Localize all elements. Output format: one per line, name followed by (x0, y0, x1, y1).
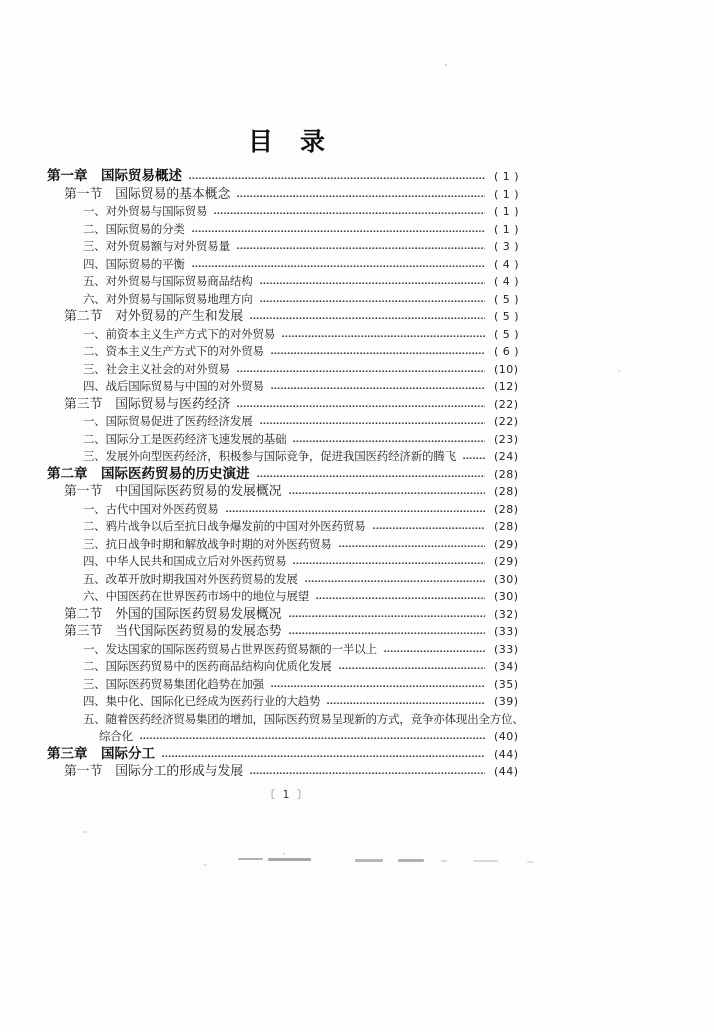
toc-dot-leader (260, 300, 486, 303)
toc-entry (47, 536, 527, 554)
toc-entry-title: 综合化 (99, 729, 133, 743)
toc-entry-title: 三、抗日战争时期和解放战争时期的对外医药贸易 (83, 536, 332, 551)
toc-entry (47, 221, 527, 239)
toc-dot-leader (293, 562, 485, 565)
toc-entry-page: (34) (494, 660, 519, 673)
toc-entry-page: (32) (494, 607, 519, 621)
toc-dot-leader (339, 667, 485, 670)
toc-entry (47, 693, 527, 711)
toc-dot-leader (289, 492, 485, 495)
toc-entry-page: ( 1 ) (494, 222, 520, 236)
scan-speck (452, 212, 454, 215)
toc-entry-title: 二、鸦片战争以后至抗日战争爆发前的中国对外医药贸易 (83, 519, 366, 533)
toc-dot-leader (463, 457, 485, 460)
toc-entry-title: 三、对外贸易额与对外贸易量 (83, 239, 230, 253)
toc-dot-leader (192, 230, 485, 233)
toc-dot-leader (189, 177, 485, 180)
toc-entry (47, 413, 527, 431)
toc-dot-leader (271, 352, 485, 355)
toc-entry (47, 203, 527, 221)
toc-dot-leader (250, 772, 485, 775)
toc-entry-page: (40) (494, 730, 519, 743)
toc-entry-page: (30) (494, 590, 519, 603)
toc-entry (47, 641, 527, 659)
toc-dot-leader (293, 440, 485, 443)
toc-entry-page: ( 5 ) (494, 327, 520, 341)
toc-entry (47, 588, 527, 606)
toc-entry (47, 746, 527, 764)
toc-dot-leader (339, 545, 485, 548)
toc-dot-leader (237, 370, 485, 373)
toc-entry-page: (30) (494, 572, 519, 586)
toc-entry-page: (33) (494, 625, 519, 638)
toc-entry (47, 606, 527, 624)
toc-entry-page: (28) (494, 485, 519, 498)
scan-speck (83, 831, 87, 833)
toc-entry (47, 711, 527, 729)
toc-entry-page: (29) (494, 555, 519, 568)
toc-entry-title: 五、改革开放时期我国对外医药贸易的发展 (83, 571, 298, 586)
toc-entry (47, 518, 527, 536)
toc-dot-leader (289, 632, 485, 635)
toc-entry-title: 四、中华人民共和国成立后对外医药贸易 (83, 554, 287, 568)
toc-entry-title: 二、国际贸易的分类 (83, 221, 185, 236)
scan-speck (445, 64, 447, 66)
toc-entry-title: 第一章 国际贸易概述 (47, 168, 182, 184)
toc-entry-page: (22) (494, 415, 519, 428)
toc-dot-leader (250, 317, 485, 320)
toc-entry (47, 483, 527, 501)
toc-entry-title: 第二节 对外贸易的产生和发展 (64, 309, 244, 324)
toc-entry-title: 二、国际分工是医药经济飞速发展的基础 (83, 431, 287, 446)
toc-entry (47, 501, 527, 519)
toc-dot-leader (384, 650, 485, 653)
toc-dot-leader (282, 335, 485, 338)
toc-entry (47, 326, 527, 344)
toc-entry-page: (22) (494, 397, 519, 411)
toc-entry-page: ( 1 ) (494, 187, 520, 201)
toc-entry (47, 571, 527, 589)
toc-entry-title: 第二章 国际医药贸易的历史演进 (47, 465, 250, 482)
toc-entry-title: 二、国际医药贸易中的医药商品结构向优质化发展 (83, 659, 332, 673)
toc-entry-title: 二、资本主义生产方式下的对外贸易 (83, 344, 264, 358)
toc-entry (47, 676, 527, 694)
toc-entry-title: 一、古代中国对外医药贸易 (83, 501, 219, 516)
toc-entry-title: 三、社会主义社会的对外贸易 (83, 361, 230, 376)
toc-entry-page: (39) (494, 695, 519, 708)
scan-smudge (473, 860, 498, 862)
scan-smudge (238, 858, 263, 860)
scan-speck (618, 370, 620, 372)
toc-entry-page: (33) (494, 642, 519, 656)
toc-entry-title: 第一节 中国国际医药贸易的发展概况 (64, 484, 282, 499)
toc-entry (47, 466, 527, 484)
toc-entry-title: 五、对外贸易与国际贸易商品结构 (83, 274, 253, 288)
toc-entry-title: 四、战后国际贸易与中国的对外贸易 (83, 379, 264, 393)
toc-entry-title: 五、随着医药经济贸易集团的增加，国际医药贸易呈现新的方式，竞争亦体现出全方位、 (83, 711, 524, 726)
toc-entry (47, 168, 527, 186)
toc-entry (47, 343, 527, 361)
toc-entry (47, 186, 527, 204)
toc-entry-title: 第一节 国际贸易的基本概念 (64, 186, 231, 202)
toc-entry-page: (23) (494, 432, 519, 446)
toc-entry (47, 623, 527, 641)
toc-dot-leader (237, 195, 485, 198)
toc-dot-leader (260, 282, 486, 285)
toc-entry (47, 658, 527, 676)
toc-entry-page: ( 4 ) (494, 257, 520, 271)
toc-entry-page: (44) (494, 747, 519, 761)
toc-dot-leader (192, 265, 485, 268)
toc-entry-page: (44) (494, 765, 519, 778)
toc-entry-title: 三、发展外向型医药经济，积极参与国际竞争，促进我国医药经济新的腾飞 (83, 449, 456, 463)
toc-dot-leader (271, 387, 485, 390)
toc-entry-page: ( 5 ) (494, 292, 520, 306)
toc-dot-leader (260, 422, 486, 425)
toc-dot-leader (327, 702, 485, 705)
toc-entry (47, 448, 527, 466)
toc-entry-title: 六、中国医药在世界医药市场中的地位与展望 (83, 589, 309, 603)
toc-entry-page: (35) (494, 677, 519, 691)
toc-entry-title: 三、国际医药贸易集团化趋势在加强 (83, 676, 264, 691)
toc-dot-leader (289, 615, 485, 618)
toc-dot-leader (305, 580, 485, 583)
toc-dot-leader (237, 405, 485, 408)
toc-entry-title: 四、国际贸易的平衡 (83, 256, 185, 271)
toc-dot-leader (316, 597, 485, 600)
toc-dot-leader (257, 475, 486, 478)
toc-entry-title: 一、前资本主义生产方式下的对外贸易 (83, 326, 276, 341)
toc-entry-title: 四、集中化、国际化已经成为医药行业的大趋势 (83, 694, 321, 708)
toc-entry-page: (10) (494, 362, 519, 376)
toc-entry-page: (29) (494, 537, 519, 551)
toc-entry (47, 763, 527, 781)
toc-entry-page: ( 1 ) (494, 170, 520, 183)
toc-entry-title: 一、对外贸易与国际贸易 (83, 204, 208, 218)
toc-entry (47, 431, 527, 449)
scan-speck (283, 853, 285, 855)
scan-smudge (527, 861, 534, 863)
toc-entry (47, 396, 527, 414)
page-number-footer: 〔 1 〕 (264, 788, 310, 801)
page-title: 目 录 (247, 127, 326, 156)
scan-smudge (355, 859, 383, 862)
toc-entry-title: 一、发达国家的国际医药贸易占世界医药贸易额的一半以上 (83, 641, 377, 656)
toc-entry (47, 553, 527, 571)
toc-dot-leader (373, 527, 486, 530)
toc-entry-page: ( 1 ) (494, 205, 520, 218)
toc-list (47, 168, 527, 781)
toc-entry-title: 六、对外贸易与国际贸易地理方向 (83, 291, 253, 306)
toc-entry-page: (28) (494, 502, 519, 516)
scan-smudge (203, 864, 207, 866)
toc-entry (47, 291, 527, 309)
scan-smudge (268, 858, 311, 861)
toc-entry (47, 378, 527, 396)
toc-entry-page: (24) (494, 450, 519, 463)
toc-entry (47, 273, 527, 291)
toc-entry-title: 一、国际贸易促进了医药经济发展 (83, 414, 253, 428)
toc-dot-leader (140, 737, 485, 740)
toc-entry (47, 238, 527, 256)
toc-entry (47, 728, 527, 746)
toc-entry-title: 第三节 当代国际医药贸易的发展态势 (64, 624, 282, 639)
toc-entry (47, 308, 527, 326)
toc-dot-leader (162, 755, 485, 758)
toc-entry-page: ( 6 ) (494, 345, 520, 358)
toc-dot-leader (226, 510, 485, 513)
toc-entry-page: ( 4 ) (494, 275, 520, 288)
toc-dot-leader (237, 247, 485, 250)
toc-entry-page: (12) (494, 380, 519, 393)
toc-entry (47, 361, 527, 379)
toc-dot-leader (214, 212, 485, 215)
toc-entry-page: (28) (494, 520, 519, 533)
toc-entry-page: ( 3 ) (494, 240, 520, 253)
toc-entry-page: (28) (494, 467, 519, 481)
toc-entry-title: 第三章 国际分工 (47, 745, 155, 762)
toc-dot-leader (271, 685, 485, 688)
scan-smudge (441, 860, 447, 862)
toc-entry-title: 第二节 外国的国际医药贸易发展概况 (64, 606, 282, 622)
toc-entry-title: 第三节 国际贸易与医药经济 (64, 396, 231, 412)
toc-entry-page: ( 5 ) (494, 310, 520, 323)
toc-entry-title: 第一节 国际分工的形成与发展 (64, 764, 244, 779)
scan-smudge (398, 859, 424, 862)
toc-entry (47, 256, 527, 274)
